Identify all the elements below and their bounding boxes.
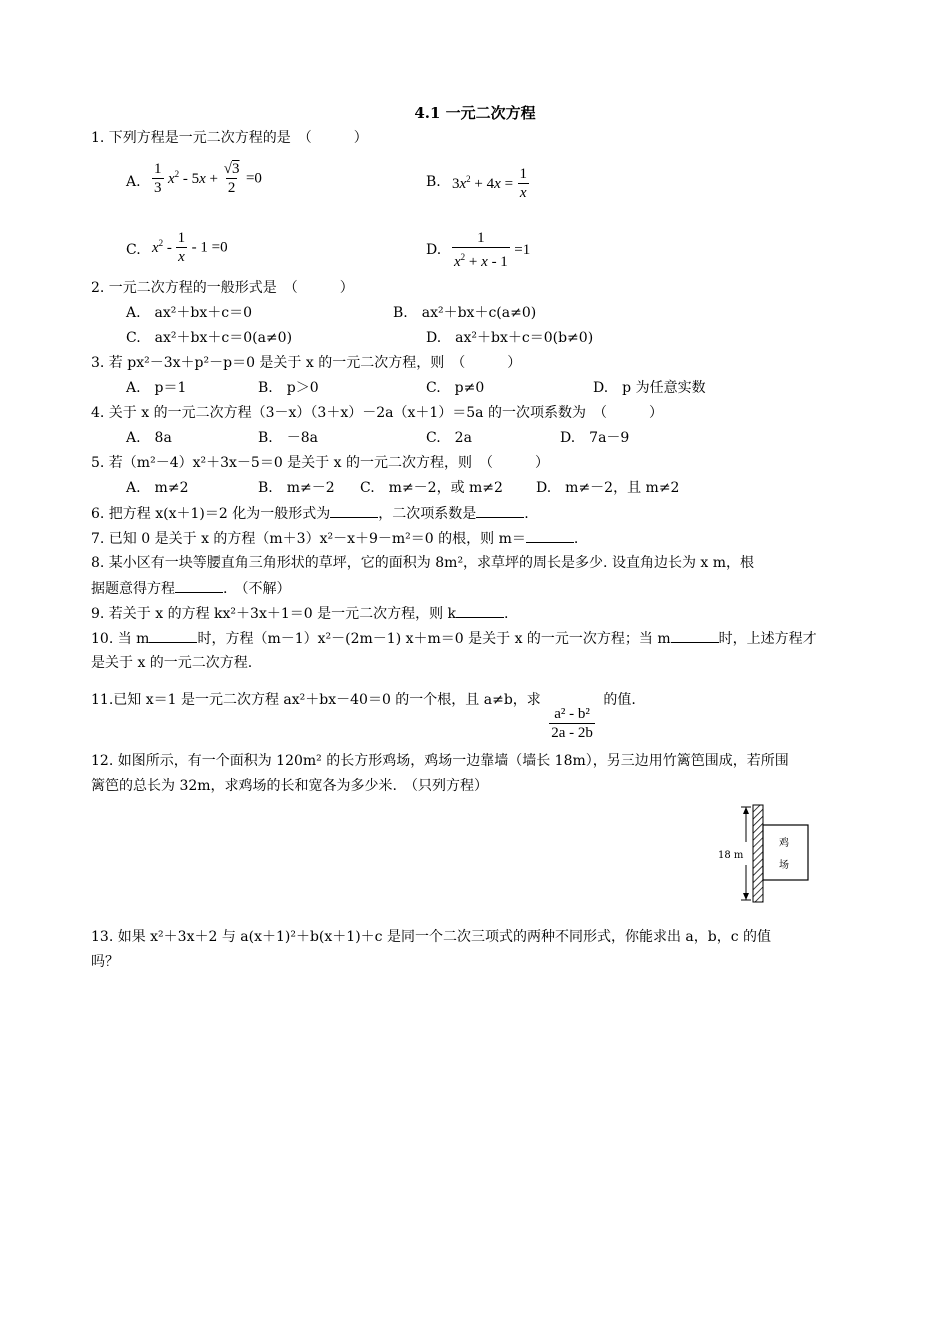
q1-option-c-expr: $x^2$ - $\frac{1}{x}$ - 1 =0 xyxy=(152,230,228,265)
chicken-pen xyxy=(763,825,808,880)
q10-blank-2[interactable] xyxy=(671,628,719,643)
arrow-down-icon xyxy=(743,893,749,900)
chicken-farm-figure xyxy=(715,800,825,905)
q2-option-a: A. ax²＋bx＋c＝0 xyxy=(126,305,253,321)
q2-option-c: C. ax²＋bx＋c＝0(a≠0) xyxy=(126,330,293,346)
q9-line: 9. 若关于 x 的方程 kx²＋3x＋1＝0 是一元二次方程，则 k . xyxy=(91,603,871,624)
q5-option-d: D. m≠－2，且 m≠2 xyxy=(536,480,680,496)
q5-option-b: B. m≠－2 xyxy=(258,480,335,496)
q3-option-c: C. p≠0 xyxy=(426,380,485,396)
q1-option-a-expr: $\frac{1}{3}$ $x^2 - 5x$ + $\frac{√3}{2}$ =0 xyxy=(154,161,262,196)
q3-option-d: D. p 为任意实数 xyxy=(593,380,706,396)
q3-option-b: B. p＞0 xyxy=(258,380,319,396)
q3-option-a: A. p＝1 xyxy=(126,380,187,396)
q6-blank-2[interactable] xyxy=(476,503,524,518)
q10-blank-1[interactable] xyxy=(149,628,197,643)
q12-line-2: 篱笆的总长为 32m，求鸡场的长和宽各为多少米. （只列方程） xyxy=(91,778,488,794)
q12-line-1: 12. 如图所示，有一个面积为 120m² 的长方形鸡场，鸡场一边靠墙（墙长 18m），另三边用竹篱笆围成，若所围 xyxy=(91,753,789,769)
q1-option-b xyxy=(426,172,441,192)
q13-line-2: 吗？ xyxy=(91,954,119,970)
q7-blank[interactable] xyxy=(526,528,574,543)
arrow-up-icon xyxy=(743,807,749,814)
page-title: 4.1 一元二次方程 xyxy=(414,104,536,122)
q1-option-c xyxy=(126,240,141,260)
q11-fraction: $\frac{\text{a² - b²}}{2a - 2b}$ xyxy=(551,706,593,741)
q8-line-2: 据题意得方程 . （不解） xyxy=(91,578,871,599)
q8-line-1: 8. 某小区有一块等腰直角三角形状的草坪，它的面积为 8m²，求草坪的周长是多少. 设直角边长为 x m，根 xyxy=(91,555,755,571)
q4-option-a: A. 8a xyxy=(126,430,172,446)
q1-option-d-label: D. xyxy=(426,242,442,258)
q1-option-a-label: A. xyxy=(126,174,141,190)
q4-stem: 4. 关于 x 的一元二次方程（3－x）（3＋x）－2a（x＋1）＝5a 的一次项系数为 （ ） xyxy=(91,405,663,421)
q3-stem: 3. 若 px²－3x＋p²－p＝0 是关于 x 的一元二次方程，则 （ ） xyxy=(91,355,522,371)
q13-line-1: 13. 如果 x²＋3x＋2 与 a(x＋1)²＋b(x＋1)＋c 是同一个二次三项式的两种不同形式，你能求出 a，b，c 的值 xyxy=(91,929,771,945)
q9-blank[interactable] xyxy=(456,603,504,618)
q6-blank-1[interactable] xyxy=(330,503,378,518)
q2-option-d: D. ax²＋bx＋c＝0(b≠0) xyxy=(426,330,594,346)
q7-line: 7. 已知 0 是关于 x 的方程（m＋3）x²－x＋9－m²＝0 的根，则 m＝ . xyxy=(91,528,871,549)
q5-option-c: C. m≠－2，或 m≠2 xyxy=(360,480,503,496)
q8-blank[interactable] xyxy=(175,578,223,593)
pen-label-2: 场 xyxy=(779,860,789,871)
q1-option-d xyxy=(426,240,441,260)
q5-stem: 5. 若（m²－4）x²＋3x－5＝0 是关于 x 的一元二次方程，则 （ ） xyxy=(91,455,549,471)
q1-stem: 1. 下列方程是一元二次方程的是 （ ） xyxy=(91,130,368,146)
q1-option-b-expr: $3x^2 + 4x$ = $\frac{1}{x}$ xyxy=(452,166,527,201)
q11-line: 11.已知 x＝1 是一元二次方程 ax²＋bx－40＝0 的一个根，且 a≠b，求 $\frac{\text{a² - b²}}{2a - 2b}$ 的值. xyxy=(91,692,636,741)
q2-stem: 2. 一元二次方程的一般形式是 （ ） xyxy=(91,280,354,296)
pen-label-1: 鸡 xyxy=(779,838,789,849)
wall xyxy=(753,805,763,902)
q5-option-a: A. m≠2 xyxy=(126,480,189,496)
q1-option-d-expr: $\frac{1}{x^2 + x - 1}$ =1 xyxy=(454,230,531,270)
wall-length-label: 18 m xyxy=(718,850,744,861)
q10-line-2: 是关于 x 的一元二次方程. xyxy=(91,655,253,671)
q4-option-d: D. 7a－9 xyxy=(560,430,630,446)
q1-option-b-label: B. xyxy=(426,174,441,190)
q10-line-1: 10. 当 m 时，方程（m－1）x²－(2m－1) x＋m＝0 是关于 x 的一元一次方程；当 m 时，上述方程才 xyxy=(91,628,871,649)
q4-option-c: C. 2a xyxy=(426,430,472,446)
q1-option-a xyxy=(126,172,141,192)
q2-option-b: B. ax²＋bx＋c(a≠0) xyxy=(393,305,537,321)
q4-option-b: B. －8a xyxy=(258,430,318,446)
q1-option-c-label: C. xyxy=(126,242,141,258)
q6-line: 6. 把方程 x(x＋1)＝2 化为一般形式为 ，二次项系数是 . xyxy=(91,503,871,524)
